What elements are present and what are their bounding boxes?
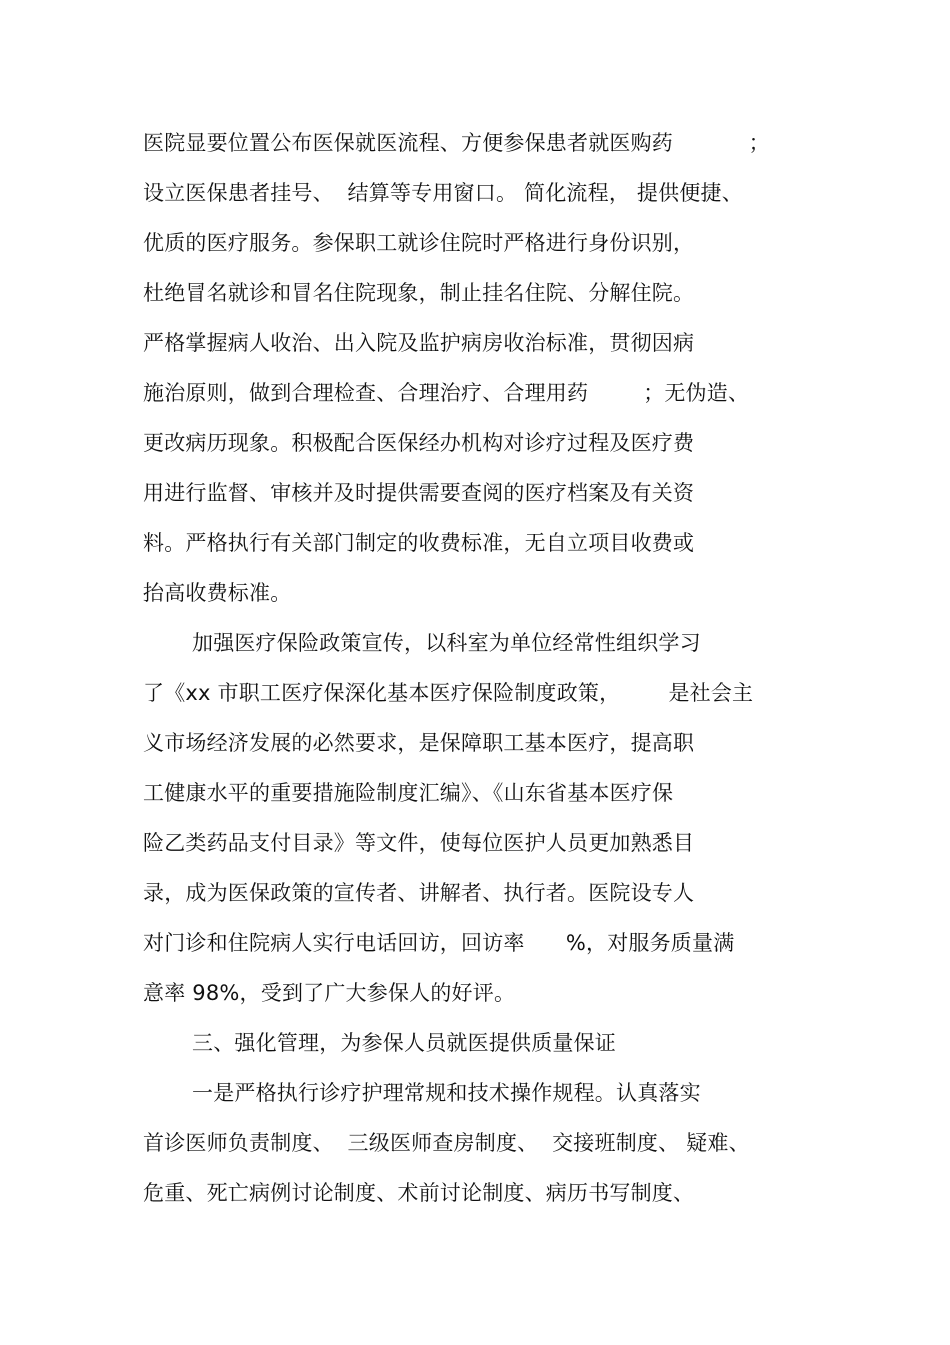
text-line-22: 危重、死亡病例讨论制度、术前讨论制度、病历书写制度、 bbox=[143, 1181, 695, 1205]
text-line-21: 首诊医师负责制度、 三级医师查房制度、 交接班制度、 疑难、 bbox=[143, 1131, 750, 1155]
text-line-4: 杜绝冒名就诊和冒名住院现象，制止挂名住院、分解住院。 bbox=[143, 281, 695, 305]
text-line-3: 优质的医疗服务。参保职工就诊住院时严格进行身份识别， bbox=[143, 231, 695, 255]
text-line-17: 对门诊和住院病人实行电话回访，回访率 %，对服务质量满 bbox=[143, 931, 735, 955]
text-line-2: 设立医保患者挂号、 结算等专用窗口。 简化流程， 提供便捷、 bbox=[143, 181, 743, 205]
text-line-13: 义市场经济发展的必然要求，是保障职工基本医疗，提高职 bbox=[143, 731, 695, 755]
text-line-15: 险乙类药品支付目录》等文件，使每位医护人员更加熟悉目 bbox=[143, 831, 695, 855]
text-line-14: 工健康水平的重要措施险制度汇编》、《山东省基本医疗保 bbox=[143, 781, 674, 805]
text-line-12: 了《xx 市职工医疗保深化基本医疗保险制度政策， 是社会主 bbox=[143, 681, 754, 705]
text-line-18: 意率 98%，受到了广大参保人的好评。 bbox=[143, 981, 516, 1005]
section-heading: 三、强化管理，为参保人员就医提供质量保证 bbox=[192, 1031, 616, 1055]
paragraph-start-2: 一是严格执行诊疗护理常规和技术操作规程。认真落实 bbox=[192, 1081, 701, 1105]
text-line-9: 料。严格执行有关部门制定的收费标准，无自立项目收费或 bbox=[143, 531, 695, 555]
text-line-5: 严格掌握病人收治、出入院及监护病房收治标准，贯彻因病 bbox=[143, 331, 695, 355]
paragraph-start-1: 加强医疗保险政策宣传，以科室为单位经常性组织学习 bbox=[192, 631, 701, 655]
text-line-7: 更改病历现象。积极配合医保经办机构对诊疗过程及医疗费 bbox=[143, 431, 695, 455]
text-line-10: 抬高收费标准。 bbox=[143, 581, 292, 605]
text-line-8: 用进行监督、审核并及时提供需要查阅的医疗档案及有关资 bbox=[143, 481, 695, 505]
text-line-6: 施治原则，做到合理检查、合理治疗、合理用药 ；无伪造、 bbox=[143, 381, 750, 405]
text-line-16: 录，成为医保政策的宣传者、讲解者、执行者。医院设专人 bbox=[143, 881, 695, 905]
text-line-1: 医院显要位置公布医保就医流程、方便参保患者就医购药 ； bbox=[143, 131, 770, 155]
